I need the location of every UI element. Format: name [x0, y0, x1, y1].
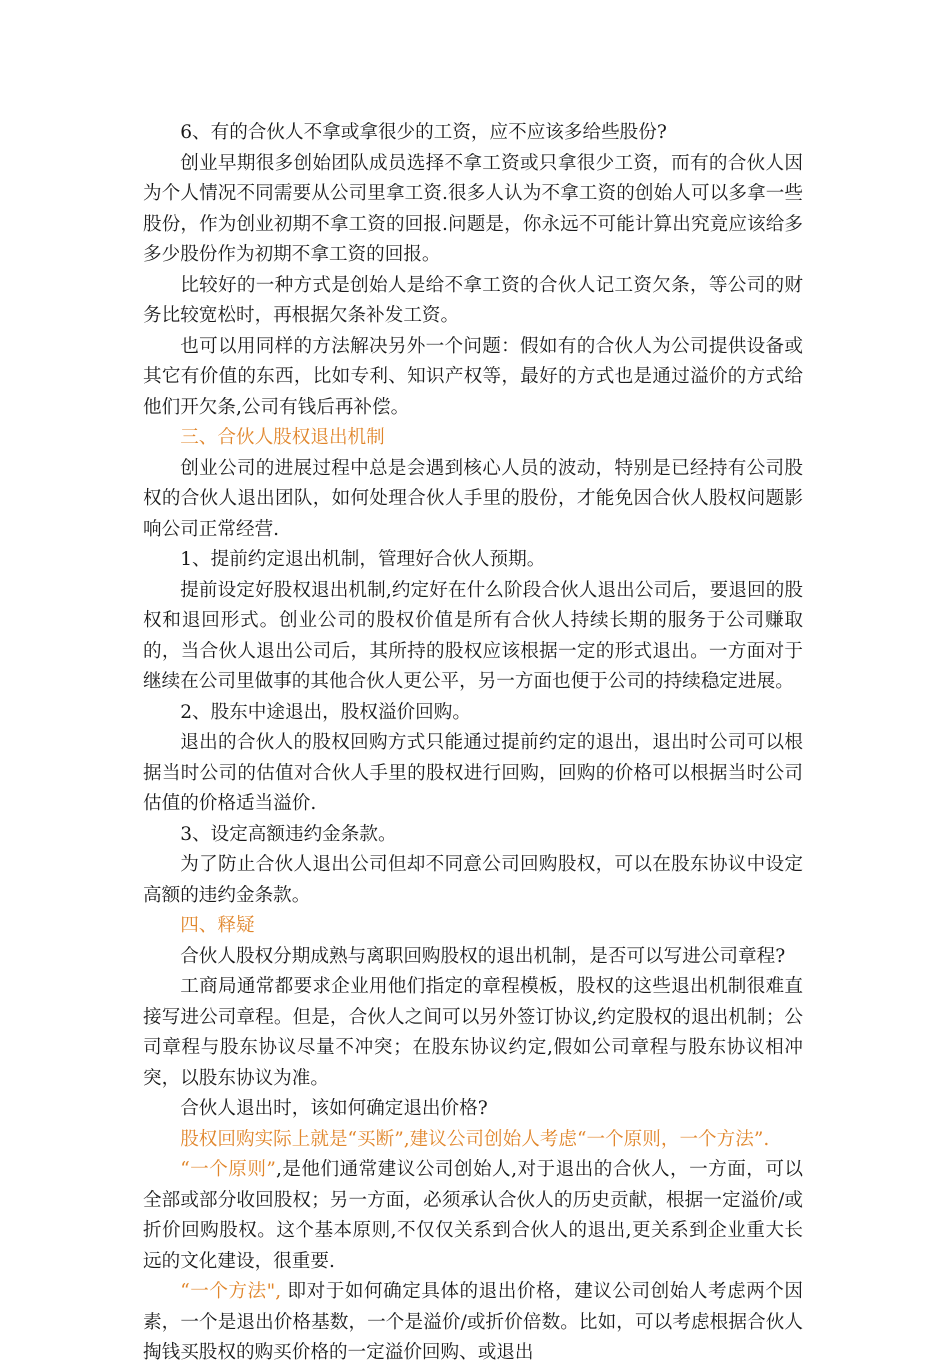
section-heading-exit-mechanism: 三、合伙人股权退出机制 [180, 427, 385, 448]
subheading-premium-buyback: 2、股东中途退出，股权溢价回购。 [180, 701, 471, 723]
one-method-label: “一个方法", [180, 1281, 282, 1302]
paragraph-question-6: 6、有的合伙人不拿或拿很少的工资，应不应该多给些股份? [180, 122, 667, 143]
subheading-penalty-clause: 3、设定高额违约金条款。 [180, 823, 397, 845]
paragraph-faq-answer-1: 工商局通常都要求企业用他们指定的章程模板，股权的这些退出机制很难直接写进公司章程。但是，合伙人之间可以另外签订协议,约定股权的退出机制；公司章程与股东协议尽量不冲突；在股东协议约定,假如公司章程与股东协议相冲突，以股东协议为准。 [143, 976, 803, 1089]
paragraph-buyout-highlight: 股权回购实际上就是“买断”,建议公司创始人考虑“一个原则，一个方法”. [180, 1128, 770, 1150]
paragraph-one-method [143, 1277, 803, 1369]
paragraph-faq-question-2: 合伙人退出时，该如何确定退出价格? [180, 1098, 488, 1119]
one-principle-label: “一个原则” [180, 1159, 276, 1180]
subheading-preset-exit: 1、提前约定退出机制，管理好合伙人预期。 [180, 549, 546, 570]
one-principle-text: ,是他们通常建议公司创始人,对于退出的合伙人，一方面，可以全部或部分收回股权；另一方面，必须承认合伙人的历史贡献，根据一定溢价/或折价回购股权。这个基本原则,不仅仅关系到合伙人的退出,更关系到企业重大长远的文化建设，很重要. [143, 1159, 803, 1272]
document-page [143, 118, 803, 1369]
paragraph-faq-question-1: 合伙人股权分期成熟与离职回购股权的退出机制，是否可以写进公司章程? [180, 945, 786, 967]
paragraph-penalty-clause: 为了防止合伙人退出公司但却不同意公司回购股权，可以在股东协议中设定高额的违约金条款。 [143, 854, 803, 906]
paragraph-one-principle [143, 1155, 803, 1277]
paragraph-preset-exit: 提前设定好股权退出机制,约定好在什么阶段合伙人退出公司后，要退回的股权和退回形式。创业公司的股权价值是所有合伙人持续长期的服务于公司赚取的，当合伙人退出公司后，其所持的股权应该根据一定的形式退出。一方面对于继续在公司里做事的其他合伙人更公平，另一方面也便于公司的持续稳定进展。 [143, 579, 803, 692]
one-method-text: 即对于如何确定具体的退出价格，建议公司创始人考虑两个因素，一个是退出价格基数，一个是溢价/或折价倍数。比如，可以考虑根据合伙人掏钱买股权的购买价格的一定溢价回购、或退出 [143, 1281, 804, 1363]
section-heading-faq: 四、释疑 [180, 915, 255, 936]
paragraph-equipment-iou: 也可以用同样的方法解决另外一个问题：假如有的合伙人为公司提供设备或其它有价值的东西，比如专利、知识产权等，最好的方式也是通过溢价的方式给他们开欠条,公司有钱后再补偿。 [143, 335, 803, 418]
paragraph-premium-buyback: 退出的合伙人的股权回购方式只能通过提前约定的退出，退出时公司可以根据当时公司的估值对合伙人手里的股权进行回购，回购的价格可以根据当时公司估值的价格适当溢价. [143, 732, 803, 814]
paragraph-salary-explanation: 创业早期很多创始团队成员选择不拿工资或只拿很少工资，而有的合伙人因为个人情况不同需要从公司里拿工资.很多人认为不拿工资的创始人可以多拿一些股份，作为创业初期不拿工资的回报.问题是，你永远不可能计算出究竟应该给多多少股份作为初期不拿工资的回报。 [143, 152, 803, 265]
paragraph-salary-iou: 比较好的一种方式是创始人是给不拿工资的合伙人记工资欠条，等公司的财务比较宽松时，再根据欠条补发工资。 [143, 274, 803, 326]
paragraph-exit-intro: 创业公司的进展过程中总是会遇到核心人员的波动，特别是已经持有公司股权的合伙人退出团队，如何处理合伙人手里的股份，才能免因合伙人股权问题影响公司正常经营. [143, 457, 803, 540]
